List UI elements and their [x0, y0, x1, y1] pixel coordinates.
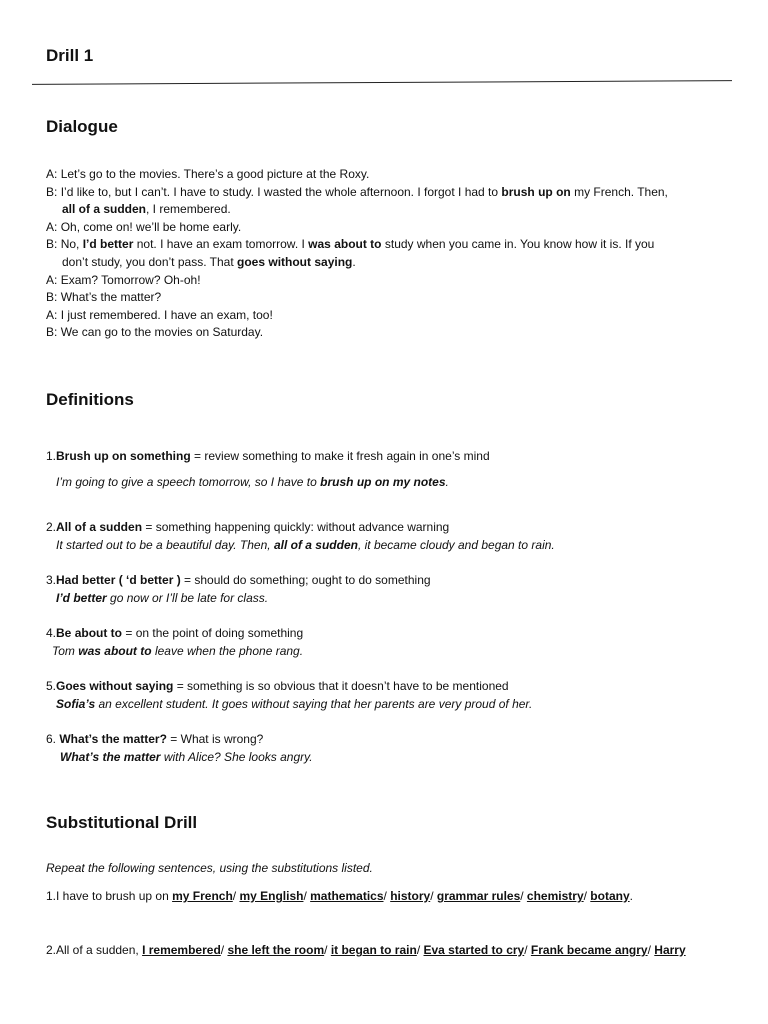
dialogue-line	[46, 254, 736, 272]
dialogue-sentence: I’d like to, but I can’t. I have to study. I wasted the whole afternoon. I forgot I had to	[60, 184, 499, 199]
dialogue-line	[46, 201, 736, 219]
definition-term-line	[46, 731, 736, 749]
example-text: , it became cloudy and began to rain.	[357, 537, 555, 552]
speaker-label: B:	[46, 290, 58, 305]
definition-term: Brush up on something	[56, 449, 191, 463]
definition-term: Had better ( ‘d better )	[56, 573, 181, 587]
speaker-label: A:	[46, 219, 58, 234]
definition-2	[46, 519, 736, 554]
dialogue-line	[46, 289, 736, 307]
sentence-end: .	[629, 889, 633, 903]
substitution-option: my French	[172, 889, 233, 903]
dialogue-sentence: not. I have an exam tomorrow. I	[136, 237, 305, 252]
definition-3	[46, 572, 736, 607]
definition-meaning: = should do something; ought to do something	[180, 573, 431, 587]
speaker-label: B:	[46, 325, 58, 340]
example-key-phrase: brush up on my notes	[320, 474, 446, 489]
dialogue-line	[46, 219, 736, 237]
substitution-option: history	[390, 889, 431, 903]
dialogue-line	[46, 166, 736, 184]
option-separator: /	[647, 943, 655, 957]
dialogue-line	[46, 184, 736, 202]
definition-meaning: = something happening quickly: without advance warning	[142, 520, 450, 534]
definition-number: 1.	[46, 449, 57, 463]
definition-number: 3.	[46, 573, 57, 587]
definition-number: 4.	[46, 626, 57, 640]
option-separator: /	[583, 889, 591, 903]
substitution-option: Frank became angry	[530, 943, 648, 957]
definition-meaning: = What is wrong?	[166, 732, 264, 746]
example-key-phrase: I’d better	[56, 590, 107, 605]
example-text: Tom	[52, 643, 75, 658]
substitution-option: I remembered	[142, 943, 221, 957]
option-separator: /	[416, 943, 424, 957]
substitution-option: Eva started to cry	[423, 943, 525, 957]
substitution-option: Harry	[654, 943, 686, 957]
dialogue-sentence: Exam? Tomorrow? Oh-oh!	[60, 272, 201, 287]
definition-term: Goes without saying	[56, 679, 174, 693]
definition-6	[46, 731, 736, 766]
definition-number: 5.	[46, 679, 57, 693]
definition-example	[46, 749, 736, 767]
drill-sentence-1	[46, 888, 736, 906]
substitution-option: she left the room	[227, 943, 325, 957]
definition-number: 6.	[46, 732, 57, 746]
horizontal-divider	[32, 80, 732, 85]
definition-meaning: = something is so obvious that it doesn’t have to be mentioned	[173, 679, 509, 693]
example-text: .	[445, 474, 449, 489]
dialogue-text	[46, 166, 736, 342]
definition-5	[46, 678, 736, 713]
substitution-option: chemistry	[526, 889, 584, 903]
definition-example	[46, 590, 736, 608]
speaker-label: A:	[46, 307, 58, 322]
example-text: an excellent student. It goes without saying that her parents are very proud of her.	[98, 696, 533, 711]
option-separator: /	[383, 889, 391, 903]
option-separator: /	[520, 889, 527, 903]
key-phrase: I’d better	[82, 237, 134, 252]
definition-term-line	[46, 519, 736, 537]
definition-4	[46, 625, 736, 660]
example-key-phrase: What’s the matter	[60, 749, 161, 764]
definition-example	[46, 696, 736, 714]
example-text: leave when the phone rang.	[154, 643, 304, 658]
definition-meaning: = on the point of doing something	[122, 626, 304, 640]
dialogue-sentence: Oh, come on! we’ll be home early.	[60, 219, 242, 234]
dialogue-sentence: don’t study, you don’t pass. That	[62, 254, 234, 269]
dialogue-line	[46, 272, 736, 290]
definition-term: What’s the matter?	[59, 732, 167, 746]
definition-term-line	[46, 625, 736, 643]
example-text: It started out to be a beautiful day. Then,	[56, 537, 271, 552]
option-separator: /	[324, 943, 331, 957]
speaker-label: A:	[46, 167, 58, 181]
substitution-option: it began to rain	[330, 943, 417, 957]
definition-term-line	[46, 678, 736, 696]
dialogue-sentence: No,	[60, 237, 80, 252]
speaker-label: B:	[46, 184, 58, 199]
speaker-label: A:	[46, 272, 58, 287]
option-separator: /	[524, 943, 531, 957]
drill-title: Drill 1	[46, 46, 94, 65]
option-separator: /	[303, 889, 311, 903]
option-separator: /	[220, 943, 228, 957]
option-separator: /	[232, 889, 240, 903]
example-text: go now or I’ll be late for class.	[110, 590, 269, 605]
definition-1	[46, 448, 736, 491]
dialogue-line	[46, 307, 736, 325]
drill-sentence-prefix: 1.I have to brush up on	[46, 889, 173, 903]
definition-meaning: = review something to make it fresh again in one’s mind	[190, 449, 490, 463]
substitution-option: mathematics	[310, 889, 384, 903]
substitution-option: my English	[239, 889, 304, 903]
definition-number: 2.	[46, 520, 57, 534]
dialogue-sentence: We can go to the movies on Saturday.	[60, 325, 264, 340]
drill-sentence-2	[46, 942, 736, 960]
dialogue-sentence: my French. Then,	[574, 184, 668, 199]
definition-example	[46, 474, 736, 492]
example-text: I’m going to give a speech tomorrow, so I have to	[56, 474, 317, 489]
dialogue-heading: Dialogue	[46, 117, 118, 136]
definition-term-line	[46, 572, 736, 590]
example-key-phrase: was about to	[78, 643, 152, 658]
dialogue-sentence: , I remembered.	[146, 202, 231, 217]
dialogue-sentence: study when you came in. You know how it is. If you	[384, 237, 655, 252]
substitution-option: botany	[590, 889, 630, 903]
dialogue-line	[46, 236, 736, 254]
drill-sentence-prefix: 2.All of a sudden,	[46, 943, 143, 957]
definition-example	[46, 537, 736, 555]
option-separator: /	[430, 889, 437, 903]
key-phrase: goes without saying	[237, 254, 353, 269]
substitution-option: grammar rules	[436, 889, 521, 903]
key-phrase: was about to	[308, 237, 382, 252]
key-phrase: all of a sudden	[62, 202, 147, 217]
definition-term: All of a sudden	[56, 520, 143, 534]
dialogue-sentence: I just remembered. I have an exam, too!	[60, 307, 273, 322]
example-text: with Alice? She looks angry.	[163, 749, 313, 764]
dialogue-sentence: .	[352, 254, 356, 269]
example-key-phrase: Sofia’s	[56, 696, 96, 711]
dialogue-sentence: Let’s go to the movies. There’s a good picture at the Roxy.	[60, 167, 370, 181]
drill-instruction: Repeat the following sentences, using the substitutions listed.	[46, 861, 373, 875]
definition-term: Be about to	[56, 626, 123, 640]
dialogue-sentence: What’s the matter?	[60, 290, 162, 305]
definition-example	[46, 643, 736, 661]
definitions-heading: Definitions	[46, 390, 134, 409]
example-key-phrase: all of a sudden	[273, 537, 358, 552]
dialogue-line	[46, 324, 736, 342]
speaker-label: B:	[46, 237, 58, 252]
definition-term-line	[46, 448, 736, 466]
substitutional-drill-heading: Substitutional Drill	[46, 813, 198, 832]
key-phrase: brush up on	[501, 184, 571, 199]
